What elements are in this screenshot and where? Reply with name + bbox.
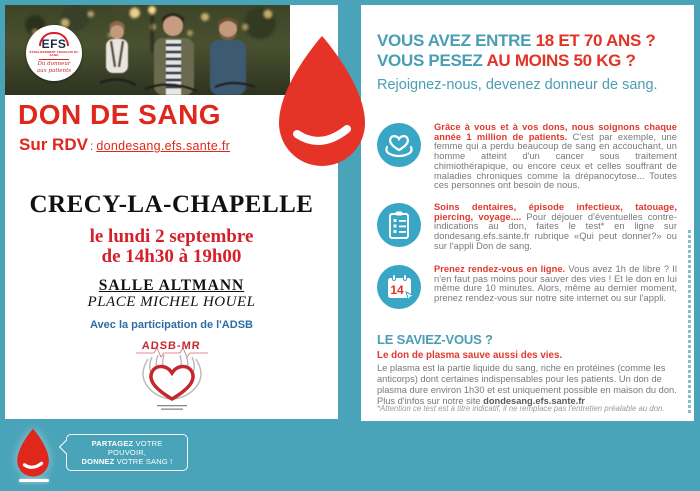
event-time-line: de 14h30 à 19h00: [101, 246, 242, 267]
info-item-eligibility-test: [377, 203, 677, 252]
adsb-smalltext-line1: [157, 405, 187, 406]
right-info-panel: [361, 5, 694, 421]
eligibility-headline: [377, 31, 656, 71]
blood-drop-icon: [277, 34, 367, 167]
event-date-line1: le lundi 2 septembre: [89, 226, 254, 247]
rdv-line: [19, 135, 230, 155]
info-item-appointment: [377, 265, 677, 309]
efs-logo-arc: [39, 32, 69, 46]
adsb-logo: [122, 335, 222, 415]
city-title: CRECY-LA-CHAPELLE: [29, 191, 314, 218]
venue-address: PLACE MICHEL HOUEL: [87, 294, 256, 310]
info-item-text: Soins dentaires, épisode infectieux, tatouage, piercing, voyage.... Pour déjouer d'éventuelles contre-indications au don, faites le test* en ligne sur dondesang.efs.sante.fr rubrique «Qui peut donner?» ou sur l'appli Don de sang.: [434, 202, 678, 251]
small-blood-drop-icon: [15, 428, 51, 477]
plasma-website-link[interactable]: dondesang.efs.sante.fr: [483, 396, 585, 406]
headline-line2: VOUS PESEZ AU MOINS 50 KG ?: [377, 51, 636, 70]
rdv-label: Sur RDV: [19, 135, 88, 154]
did-you-know-title: LE SAVIEZ-VOUS ?: [377, 332, 493, 347]
bubble-line1: PARTAGEZ VOTRE POUVOIR,: [91, 439, 163, 457]
efs-logo-org: ÉTABLISSEMENT FRANÇAIS DU SANG: [29, 50, 79, 58]
efs-logo-abbr: EFS: [41, 37, 67, 52]
rdv-website-link[interactable]: dondesang.efs.sante.fr: [96, 139, 231, 153]
info-item-text: Grâce à vous et à vos dons, nous soignons chaque année 1 million de patients. C'est par exemple, une femme qui a perdu beaucoup de sang en accouchant, un homme atteint d'un cancer sous traitement chimiothérapique, ou encore ceux et celles souffrant de maladies chroniques comme la drépanocytose... Toutes ces personnes ont besoin de nous.: [434, 122, 677, 191]
event-venue: [5, 277, 338, 311]
info-item-text: Prenez rendez-vous en ligne. Vous avez 1h de libre ? Il n'en faut pas moins pour sauver des vies ! Et le don en lui même dure 10 minutes. Alors, même au dernier moment, prenez rendez-vous sur notre site internet ou sur l'appli.: [434, 264, 677, 304]
adsb-participation-note: Avec la participation de l'ADSB: [90, 319, 253, 331]
drop-underline: [19, 479, 49, 482]
adsb-logo-text: ADSB-MR: [141, 340, 202, 352]
plasma-lead: Le don de plasma sauve aussi des vies.: [377, 350, 563, 361]
efs-logo-divider: [39, 59, 69, 60]
cyclists-photo: [5, 5, 290, 95]
calendar-day-number: 14: [390, 283, 404, 297]
efs-logo: [26, 25, 82, 81]
event-date: [5, 227, 338, 267]
headline-line1: VOUS AVEZ ENTRE 18 ET 70 ANS ?: [377, 31, 656, 50]
join-us-subtitle: Rejoignez-nous, devenez donneur de sang.: [377, 77, 658, 93]
efs-logo-tagline: Du donneur aux patients: [36, 61, 72, 74]
adsb-smalltext-line2: [161, 409, 183, 410]
disclaimer-footnote: *Attention ce test est à titre indicatif, il ne remplace pas l'entretien préalable au don.: [377, 404, 665, 413]
hands-heart-icon: [377, 123, 421, 167]
bubble-line2: DONNEZ VOTRE SANG !: [81, 457, 173, 466]
info-item-donors-needed: [377, 123, 677, 191]
don-de-sang-title: DON DE SANG: [18, 99, 222, 130]
did-you-know-section: [377, 332, 677, 407]
rdv-separator: :: [89, 139, 94, 153]
speech-bubble-tail: [58, 440, 72, 454]
venue-name: SALLE ALTMANN: [98, 277, 245, 294]
share-power-speech-bubble: [66, 434, 188, 471]
checklist-icon: [377, 203, 421, 247]
calendar-icon: [377, 265, 421, 309]
vertical-credits-strip: [688, 230, 691, 413]
plasma-body: Le plasma est la partie liquide du sang, riche en protéines (comme les anticorps) dont certaines indispensables pour les patients. Un don de plasma dure environ 1h30 et est uniquement possible en maison du don. Plus d'infos sur notre site dondesang.efs.sante.fr: [377, 363, 677, 406]
